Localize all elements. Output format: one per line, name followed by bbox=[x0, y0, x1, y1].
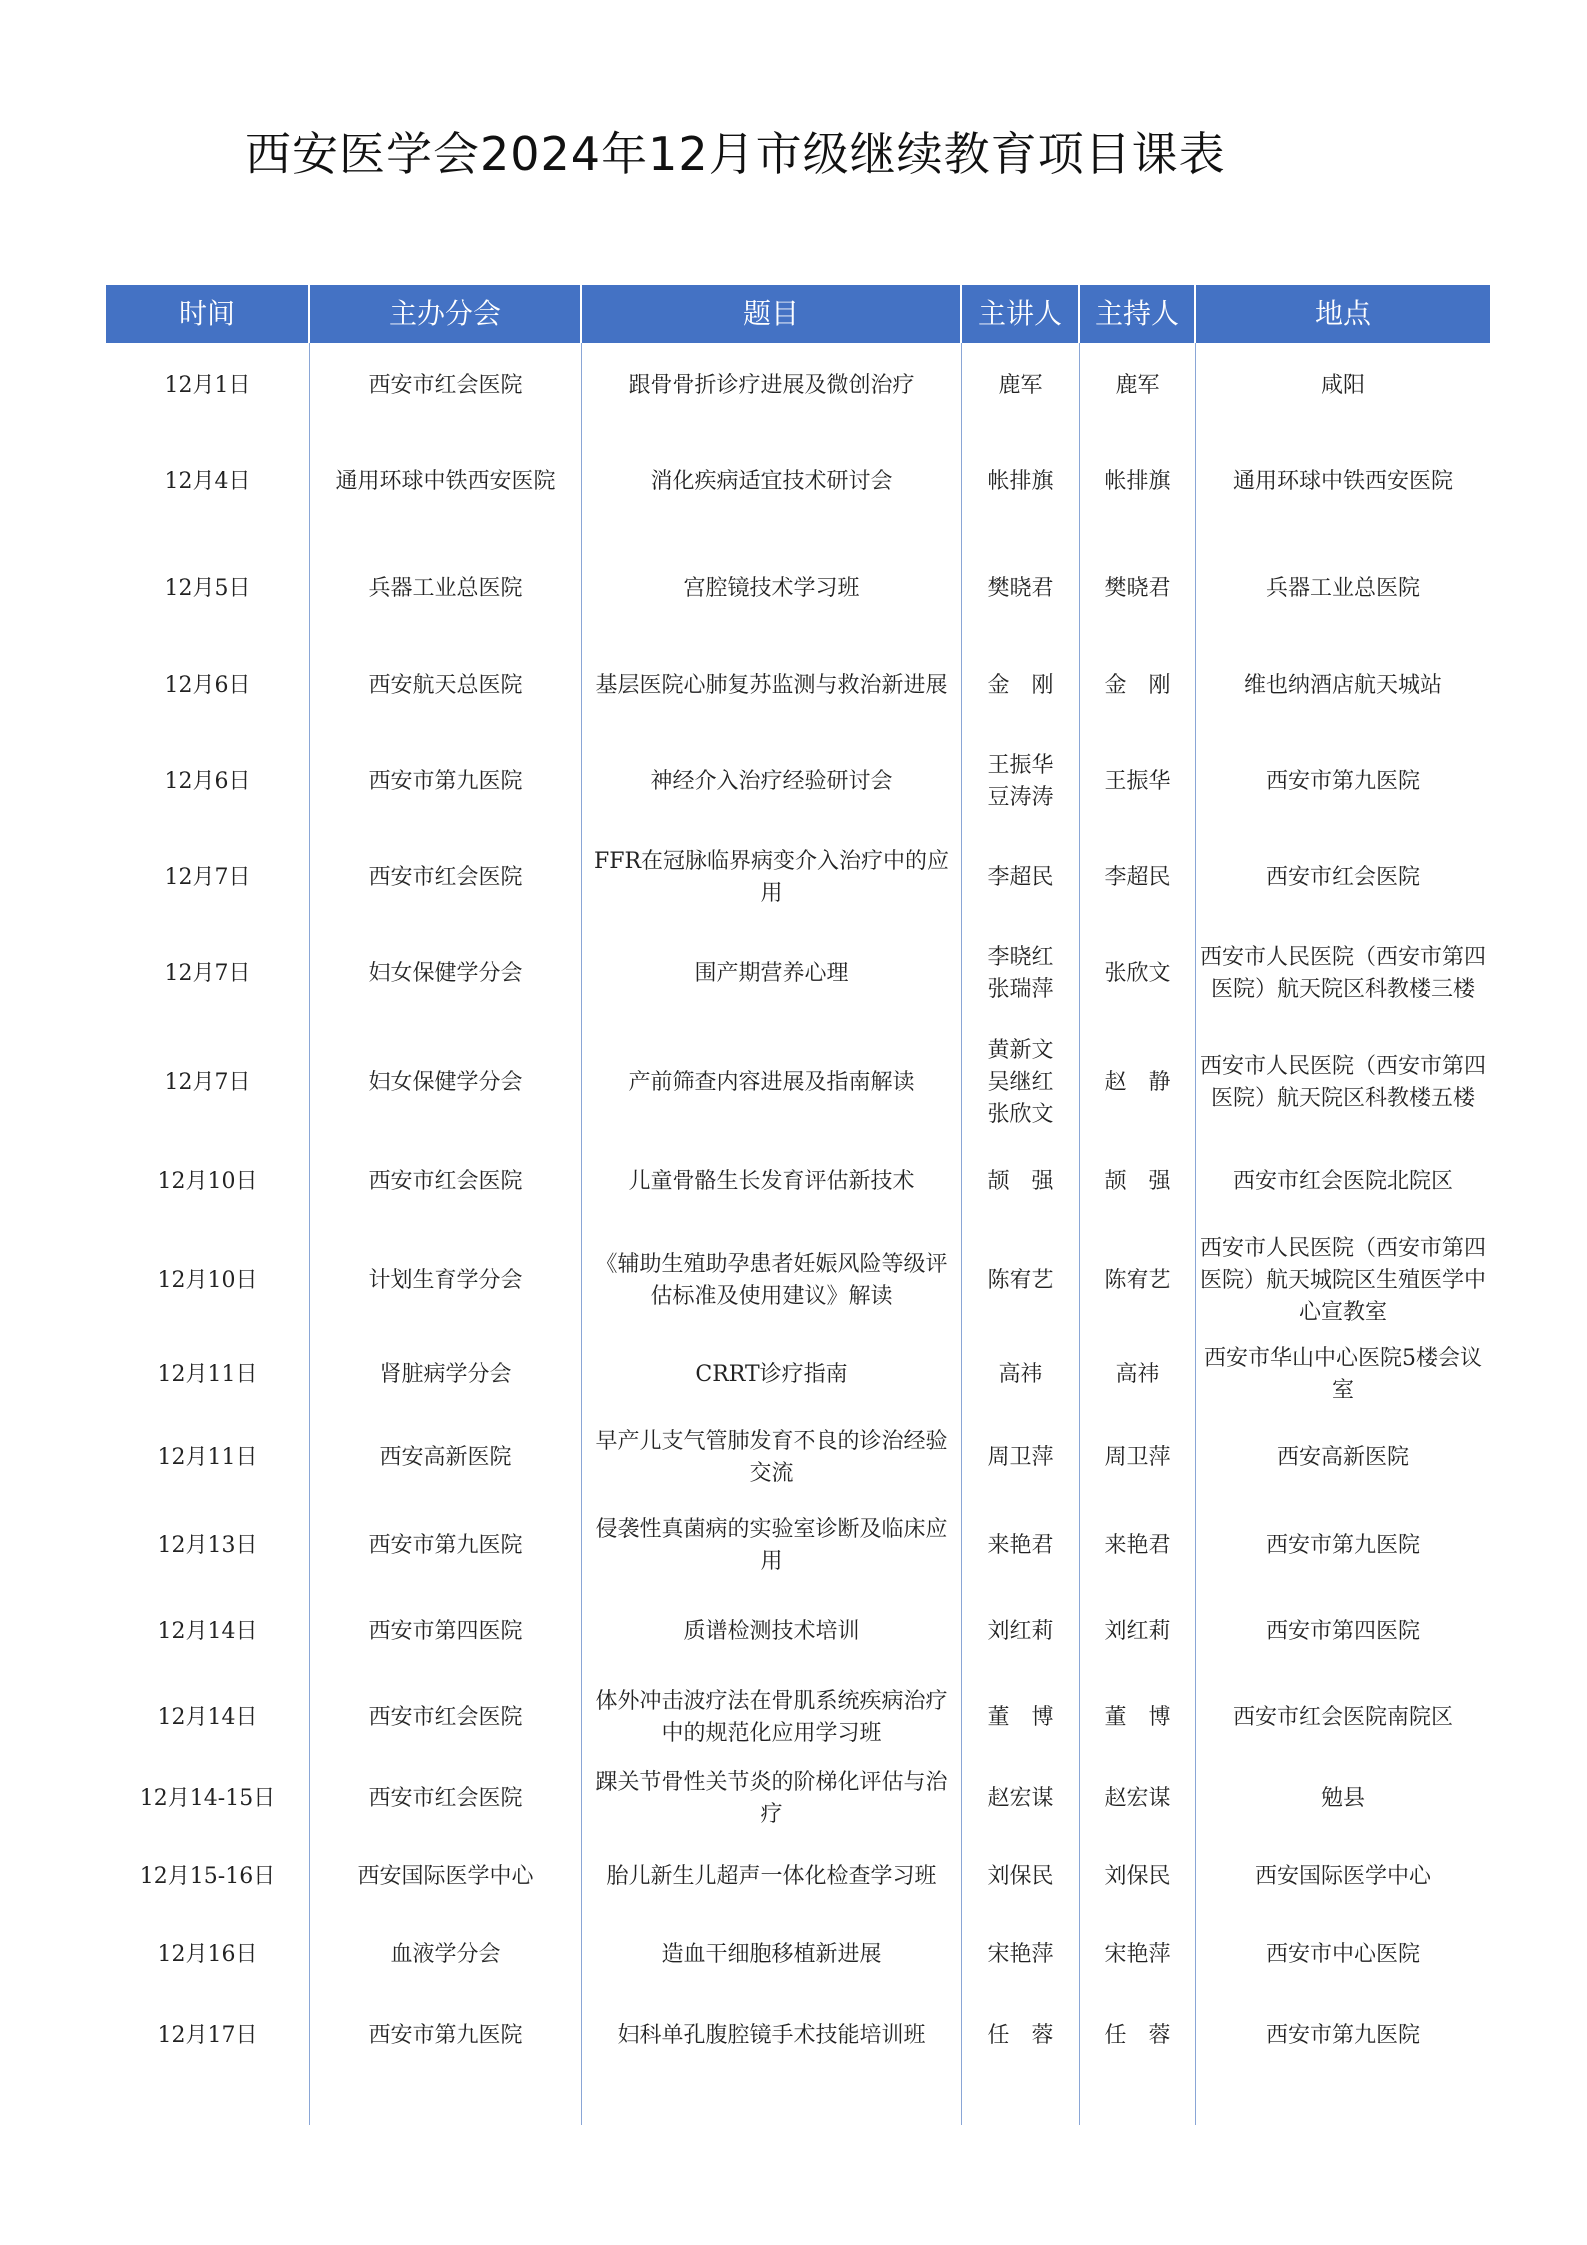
row-topic: 宫腔镜技术学习班 bbox=[582, 535, 962, 643]
row-organizer: 西安市红会医院 bbox=[310, 1675, 582, 1761]
row-venue: 西安市第九医院 bbox=[1265, 769, 1420, 794]
row-date: 12月16日 bbox=[106, 1917, 310, 1993]
row-venue: 西安市红会医院南院区 bbox=[1232, 1705, 1453, 1730]
row-venue: 西安市第九医院 bbox=[1265, 2023, 1420, 2048]
row-date: 12月6日 bbox=[106, 643, 310, 729]
row-host: 樊晓君 bbox=[1080, 535, 1196, 643]
table-row bbox=[106, 1675, 1490, 1761]
row-date: 12月14日 bbox=[106, 1589, 310, 1675]
row-host: 金 刚 bbox=[1080, 643, 1196, 729]
row-venue: 西安市华山中心医院5楼会议室 bbox=[1204, 1346, 1482, 1403]
table-row bbox=[106, 1413, 1490, 1503]
row-venue: 西安市第四医院 bbox=[1265, 1619, 1420, 1644]
row-topic: 消化疾病适宜技术研讨会 bbox=[582, 429, 962, 535]
row-host: 赵宏谋 bbox=[1080, 1761, 1196, 1837]
row-date: 12月14-15日 bbox=[106, 1761, 310, 1837]
row-host: 董 博 bbox=[1080, 1675, 1196, 1761]
row-date: 12月17日 bbox=[106, 1993, 310, 2079]
row-speaker: 周卫萍 bbox=[962, 1413, 1080, 1503]
row-host: 宋艳萍 bbox=[1080, 1917, 1196, 1993]
row-host: 任 蓉 bbox=[1080, 1993, 1196, 2079]
row-topic: 踝关节骨性关节炎的阶梯化评估与治疗 bbox=[582, 1761, 962, 1837]
row-venue: 西安市第九医院 bbox=[1265, 1533, 1420, 1558]
row-organizer: 西安市第九医院 bbox=[310, 1503, 582, 1589]
row-date: 12月4日 bbox=[106, 429, 310, 535]
row-host: 张欣文 bbox=[1080, 921, 1196, 1027]
header-host: 主持人 bbox=[1080, 285, 1196, 343]
row-host: 李超民 bbox=[1080, 835, 1196, 921]
table-row bbox=[106, 1503, 1490, 1589]
row-topic: 儿童骨骼生长发育评估新技术 bbox=[582, 1139, 962, 1225]
table-row bbox=[106, 1225, 1490, 1337]
table-row bbox=[106, 1139, 1490, 1225]
row-topic: FFR在冠脉临界病变介入治疗中的应用 bbox=[582, 835, 962, 921]
row-host: 颉 强 bbox=[1080, 1139, 1196, 1225]
row-speaker: 董 博 bbox=[962, 1675, 1080, 1761]
row-topic: 基层医院心肺复苏监测与救治新进展 bbox=[582, 643, 962, 729]
empty-cell bbox=[1080, 2079, 1196, 2125]
row-topic: 围产期营养心理 bbox=[582, 921, 962, 1027]
row-date: 12月5日 bbox=[106, 535, 310, 643]
row-topic: 妇科单孔腹腔镜手术技能培训班 bbox=[582, 1993, 962, 2079]
table-row bbox=[106, 835, 1490, 921]
row-speaker: 李超民 bbox=[962, 835, 1080, 921]
row-speaker: 宋艳萍 bbox=[962, 1917, 1080, 1993]
row-topic: 体外冲击波疗法在骨肌系统疾病治疗中的规范化应用学习班 bbox=[582, 1675, 962, 1761]
row-speaker: 颉 强 bbox=[962, 1139, 1080, 1225]
row-date: 12月10日 bbox=[106, 1225, 310, 1337]
row-topic: 《辅助生殖助孕患者妊娠风险等级评估标准及使用建议》解读 bbox=[582, 1225, 962, 1337]
row-venue: 西安市红会医院 bbox=[1265, 865, 1420, 890]
row-speaker: 刘保民 bbox=[962, 1837, 1080, 1917]
row-speaker: 帐排旗 bbox=[962, 429, 1080, 535]
header-date: 时间 bbox=[106, 285, 310, 343]
row-organizer: 西安市第九医院 bbox=[310, 729, 582, 835]
row-topic: CRRT诊疗指南 bbox=[582, 1337, 962, 1413]
empty-cell bbox=[310, 2079, 582, 2125]
table-row bbox=[106, 921, 1490, 1027]
row-date: 12月7日 bbox=[106, 835, 310, 921]
row-topic: 产前筛查内容进展及指南解读 bbox=[582, 1027, 962, 1139]
table-row bbox=[106, 1589, 1490, 1675]
table-tail bbox=[106, 2079, 1490, 2125]
row-organizer: 妇女保健学分会 bbox=[310, 921, 582, 1027]
table-row bbox=[106, 1837, 1490, 1917]
row-host: 赵 静 bbox=[1080, 1027, 1196, 1139]
row-venue: 勉县 bbox=[1320, 1786, 1365, 1811]
empty-cell bbox=[962, 2079, 1080, 2125]
row-organizer: 西安市红会医院 bbox=[310, 835, 582, 921]
table-row bbox=[106, 643, 1490, 729]
row-speaker: 高祎 bbox=[962, 1337, 1080, 1413]
row-organizer: 西安市第九医院 bbox=[310, 1993, 582, 2079]
row-date: 12月14日 bbox=[106, 1675, 310, 1761]
table-row bbox=[106, 1993, 1490, 2079]
row-date: 12月7日 bbox=[106, 1027, 310, 1139]
table-row bbox=[106, 729, 1490, 835]
row-topic: 神经介入治疗经验研讨会 bbox=[582, 729, 962, 835]
table-row bbox=[106, 1337, 1490, 1413]
row-venue: 兵器工业总医院 bbox=[1265, 576, 1420, 601]
row-date: 12月1日 bbox=[106, 343, 310, 429]
header-venue: 地点 bbox=[1314, 297, 1371, 330]
row-host: 陈宥艺 bbox=[1080, 1225, 1196, 1337]
row-venue: 西安市人民医院（西安市第四医院）航天院区科教楼三楼 bbox=[1200, 945, 1487, 1002]
row-topic: 质谱检测技术培训 bbox=[582, 1589, 962, 1675]
row-speaker: 李晓红 张瑞萍 bbox=[962, 921, 1080, 1027]
row-host: 刘保民 bbox=[1080, 1837, 1196, 1917]
row-venue: 西安市人民医院（西安市第四医院）航天院区科教楼五楼 bbox=[1200, 1054, 1487, 1111]
empty-cell bbox=[1196, 2079, 1490, 2125]
row-speaker: 王振华 豆涛涛 bbox=[962, 729, 1080, 835]
header-organizer: 主办分会 bbox=[310, 285, 582, 343]
page-title: 西安医学会2024年12月市级继续教育项目课表 bbox=[245, 127, 1226, 181]
row-venue: 西安市红会医院北院区 bbox=[1232, 1169, 1453, 1194]
row-speaker: 樊晓君 bbox=[962, 535, 1080, 643]
row-topic: 胎儿新生儿超声一体化检查学习班 bbox=[582, 1837, 962, 1917]
row-venue: 咸阳 bbox=[1320, 373, 1365, 398]
row-topic: 早产儿支气管肺发育不良的诊治经验交流 bbox=[582, 1413, 962, 1503]
row-date: 12月6日 bbox=[106, 729, 310, 835]
row-speaker: 来艳君 bbox=[962, 1503, 1080, 1589]
header-topic: 题目 bbox=[582, 285, 962, 343]
row-speaker: 任 蓉 bbox=[962, 1993, 1080, 2079]
row-host: 王振华 bbox=[1080, 729, 1196, 835]
row-organizer: 西安市红会医院 bbox=[310, 343, 582, 429]
row-organizer: 兵器工业总医院 bbox=[310, 535, 582, 643]
row-speaker: 陈宥艺 bbox=[962, 1225, 1080, 1337]
row-speaker: 赵宏谋 bbox=[962, 1761, 1080, 1837]
row-organizer: 西安国际医学中心 bbox=[310, 1837, 582, 1917]
row-date: 12月11日 bbox=[106, 1337, 310, 1413]
row-organizer: 血液学分会 bbox=[310, 1917, 582, 1993]
row-topic: 侵袭性真菌病的实验室诊断及临床应用 bbox=[582, 1503, 962, 1589]
row-organizer: 西安高新医院 bbox=[310, 1413, 582, 1503]
row-venue: 西安国际医学中心 bbox=[1254, 1864, 1431, 1889]
row-speaker: 刘红莉 bbox=[962, 1589, 1080, 1675]
course-schedule-table bbox=[106, 285, 1490, 2125]
row-organizer: 计划生育学分会 bbox=[310, 1225, 582, 1337]
row-venue: 通用环球中铁西安医院 bbox=[1232, 469, 1453, 494]
row-date: 12月10日 bbox=[106, 1139, 310, 1225]
row-venue: 西安市人民医院（西安市第四医院）航天城院区生殖医学中心宣教室 bbox=[1200, 1236, 1487, 1325]
row-venue: 维也纳酒店航天城站 bbox=[1243, 673, 1442, 698]
row-organizer: 西安市第四医院 bbox=[310, 1589, 582, 1675]
empty-cell bbox=[582, 2079, 962, 2125]
row-organizer: 通用环球中铁西安医院 bbox=[310, 429, 582, 535]
table-row bbox=[106, 343, 1490, 429]
table-row bbox=[106, 1761, 1490, 1837]
row-host: 周卫萍 bbox=[1080, 1413, 1196, 1503]
row-venue: 西安高新医院 bbox=[1276, 1445, 1409, 1470]
row-speaker: 鹿军 bbox=[962, 343, 1080, 429]
row-organizer: 西安航天总医院 bbox=[310, 643, 582, 729]
row-host: 帐排旗 bbox=[1080, 429, 1196, 535]
row-venue: 西安市中心医院 bbox=[1265, 1942, 1420, 1967]
row-host: 来艳君 bbox=[1080, 1503, 1196, 1589]
row-host: 鹿军 bbox=[1080, 343, 1196, 429]
table-row bbox=[106, 535, 1490, 643]
table-row bbox=[106, 1027, 1490, 1139]
table-header-row bbox=[106, 285, 1490, 343]
row-topic: 跟骨骨折诊疗进展及微创治疗 bbox=[582, 343, 962, 429]
row-speaker: 金 刚 bbox=[962, 643, 1080, 729]
table-body bbox=[106, 343, 1490, 2125]
row-date: 12月13日 bbox=[106, 1503, 310, 1589]
row-date: 12月15-16日 bbox=[106, 1837, 310, 1917]
row-organizer: 妇女保健学分会 bbox=[310, 1027, 582, 1139]
row-organizer: 西安市红会医院 bbox=[310, 1761, 582, 1837]
row-host: 高祎 bbox=[1080, 1337, 1196, 1413]
row-speaker: 黄新文 吴继红 张欣文 bbox=[962, 1027, 1080, 1139]
row-topic: 造血干细胞移植新进展 bbox=[582, 1917, 962, 1993]
table-row bbox=[106, 1917, 1490, 1993]
row-organizer: 肾脏病学分会 bbox=[310, 1337, 582, 1413]
table-row bbox=[106, 429, 1490, 535]
row-organizer: 西安市红会医院 bbox=[310, 1139, 582, 1225]
header-speaker: 主讲人 bbox=[962, 285, 1080, 343]
row-date: 12月7日 bbox=[106, 921, 310, 1027]
row-host: 刘红莉 bbox=[1080, 1589, 1196, 1675]
empty-cell bbox=[106, 2079, 310, 2125]
row-date: 12月11日 bbox=[106, 1413, 310, 1503]
